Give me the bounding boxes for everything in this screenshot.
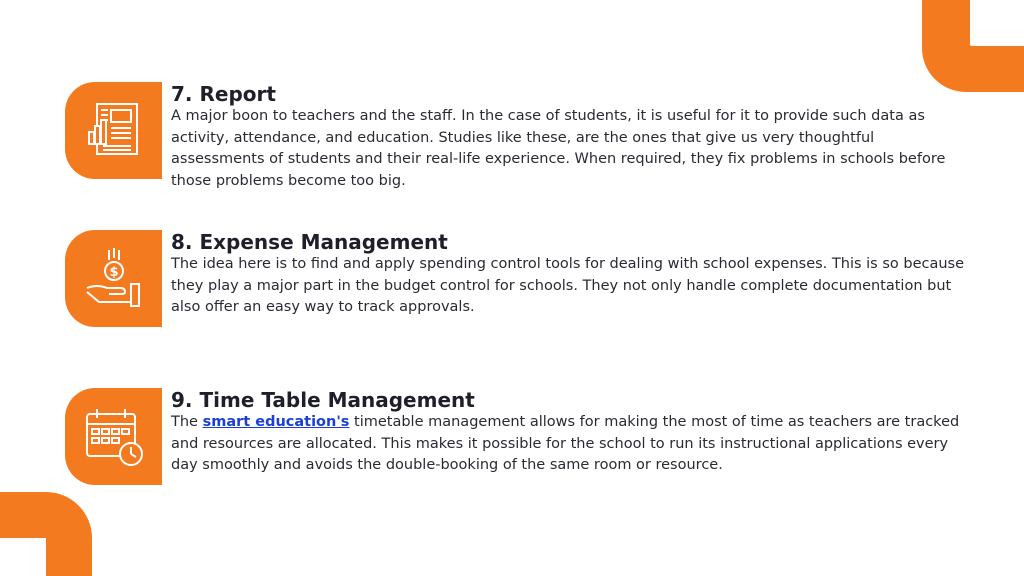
report-icon bbox=[81, 98, 147, 164]
section-body: The idea here is to find and apply spending control tools for dealing with school expenses. This is so because they play a major part in the budget control for schools. They not only handle complete documentation but also offer an easy way to track approvals. bbox=[171, 256, 965, 316]
section-body bbox=[171, 412, 971, 477]
smart-education-link[interactable]: smart education's bbox=[202, 414, 350, 430]
decorative-corner-top bbox=[922, 0, 1024, 92]
report-icon-tile bbox=[65, 82, 162, 179]
svg-text:$: $ bbox=[108, 264, 119, 280]
money-hand-icon bbox=[81, 246, 147, 312]
calendar-clock-icon bbox=[81, 404, 147, 470]
body-suffix: timetable management allows for making the most of time as teachers are tracked and resources are allocated. This makes it possible for the school to run its instructional applications every day smoothly and avoids the double-booking of the same room or resource. bbox=[171, 414, 960, 474]
money-hand-icon-tile bbox=[65, 230, 162, 327]
section-title: 8. Expense Management bbox=[171, 230, 448, 254]
decorative-corner-bottom bbox=[0, 492, 92, 576]
section-title: 9. Time Table Management bbox=[171, 388, 475, 412]
section-body: A major boon to teachers and the staff. In the case of students, it is useful for it to provide such data as activity, attendance, and education. Studies like these, are the ones that give us very thoughtful assessments of students and their real-life experience. When required, they fix problems in schools before those problems become too big. bbox=[171, 108, 946, 189]
section-title: 7. Report bbox=[171, 82, 276, 106]
calendar-clock-icon-tile bbox=[65, 388, 162, 485]
body-prefix: The bbox=[171, 414, 203, 430]
